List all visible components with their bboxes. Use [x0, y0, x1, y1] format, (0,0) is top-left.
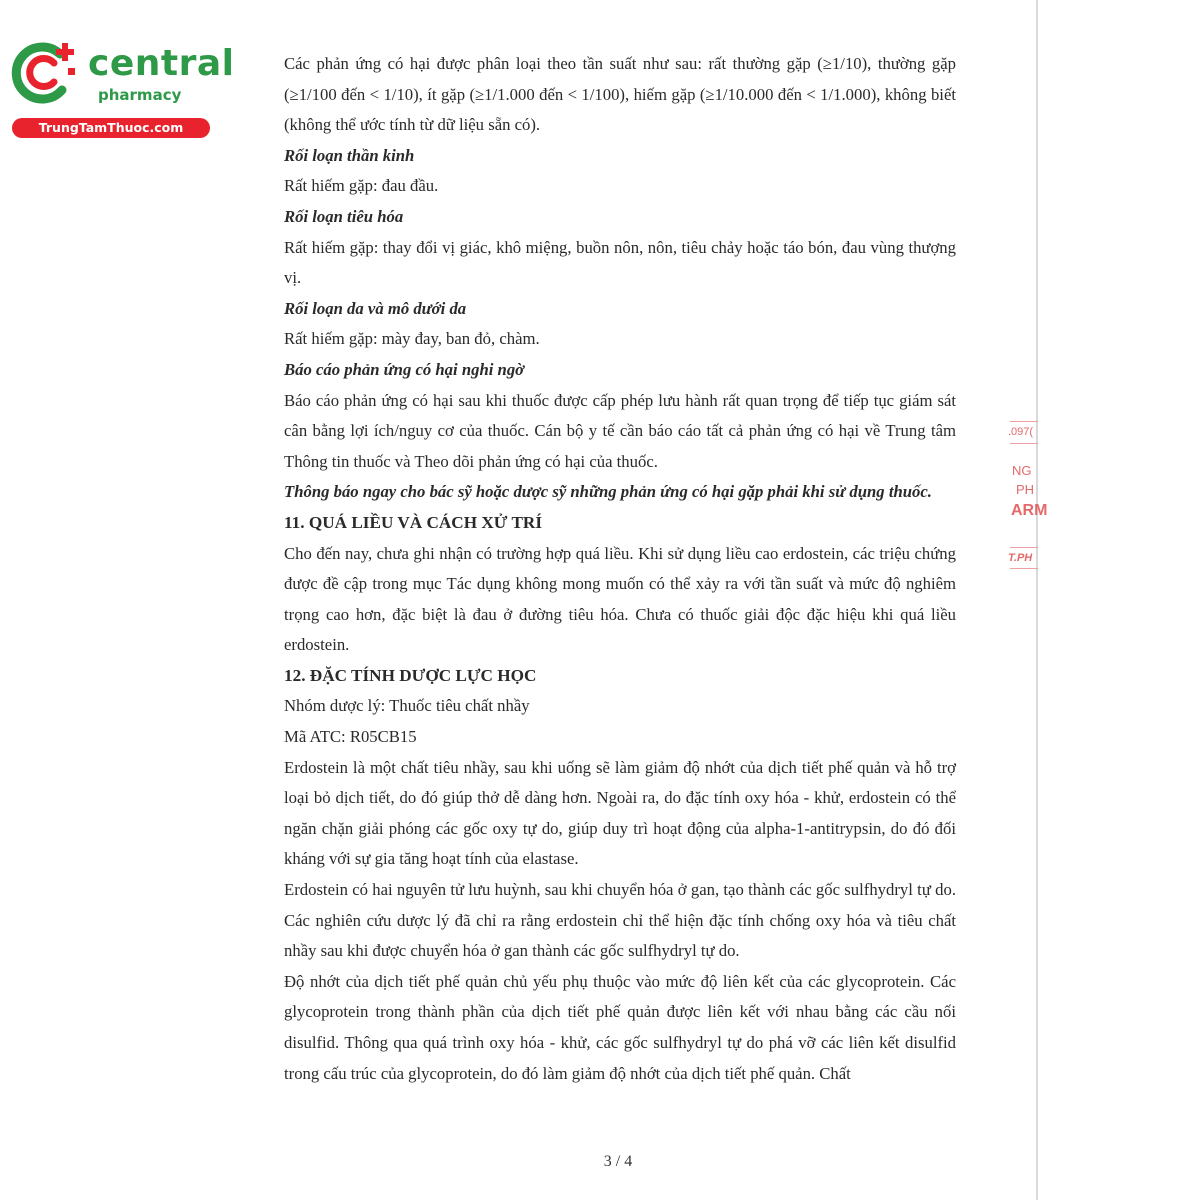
paragraph-atc-code: Mã ATC: R05CB15: [284, 727, 417, 747]
logo-sub-text: pharmacy: [98, 86, 182, 104]
paragraph-overdose: Cho đến nay, chưa ghi nhận có trường hợp quá liều. Khi sử dụng liều cao erdostein, các triệu chứng được đề cập trong mục Tác dụng không mong muốn có thể xảy ra với tần suất và mức độ nghiêm trọng cao hơn, đặc biệt là đau ở đường tiêu hóa. Chưa có thuốc giải độc đặc hiệu khi quá liều erdostein.: [284, 543, 956, 655]
logo-site-link[interactable]: TrungTamThuoc.com: [12, 118, 210, 138]
subheading-skin-disorders: Rối loạn da và mô dưới da: [284, 298, 467, 318]
paragraph-adverse-reporting: Báo cáo phản ứng có hại sau khi thuốc được cấp phép lưu hành rất quan trọng để tiếp tục giám sát cân bằng lợi ích/nguy cơ của thuốc. Cán bộ y tế cần báo cáo tất cả phản ứng có hại về Trung tâm Thông tin thuốc và Theo dõi phản ứng có hại của thuốc.: [284, 390, 956, 471]
stamp-fragment: .097(: [1008, 426, 1034, 438]
paragraph-viscosity-mechanism: Độ nhớt của dịch tiết phế quản chủ yếu phụ thuộc vào mức độ liên kết của các glycoprotein. Các glycoprotein trong thành phần của dịch tiết phế quản được liên kết với nhau bằng các cầu nối disulfid. Thông qua quá trình oxy hóa - khử, các gốc sulfhydryl tự do phá vỡ các liên kết disulfid trong cấu trúc của glycoprotein, do đó làm giảm độ nhớt của dịch tiết phế quản. Chất: [284, 971, 956, 1083]
subheading-adverse-reporting: Báo cáo phản ứng có hại nghi ngờ: [284, 359, 525, 379]
logo-brand-text: central: [88, 43, 235, 84]
paragraph-pharmacological-group: Nhóm dược lý: Thuốc tiêu chất nhầy: [284, 696, 530, 716]
document-body: [284, 49, 956, 1089]
paragraph-digestive-effects: Rất hiếm gặp: thay đổi vị giác, khô miệng, buồn nôn, nôn, tiêu chảy hoặc táo bón, đau vùng thượng vị.: [284, 237, 956, 288]
paragraph-skin-effects: Rất hiếm gặp: mày đay, ban đỏ, chàm.: [284, 329, 540, 349]
stamp-fragment: PH: [1016, 482, 1035, 497]
subheading-digestive-disorders: Rối loạn tiêu hóa: [284, 206, 404, 226]
stamp-border-top: [1010, 421, 1038, 422]
stamp-fragment: T.PH: [1008, 552, 1033, 564]
right-margin: [1038, 0, 1200, 1200]
central-pharmacy-logo[interactable]: [10, 38, 235, 138]
central-pharmacy-logo-icon: [10, 38, 80, 108]
section-heading-overdose: 11. QUÁ LIỀU VÀ CÁCH XỬ TRÍ: [284, 512, 543, 532]
stamp-border-bottom: [1010, 568, 1038, 569]
page-number: 3 / 4: [603, 1153, 633, 1170]
subheading-nervous-disorders: Rối loạn thần kinh: [284, 145, 415, 165]
stamp-fragment: NG: [1012, 463, 1032, 478]
stamp-fragment: ARM: [1011, 502, 1048, 519]
section-heading-pharmacodynamics: 12. ĐẶC TÍNH DƯỢC LỰC HỌC: [284, 665, 537, 685]
paragraph-erdostein-mucolytic: Erdostein là một chất tiêu nhầy, sau khi uống sẽ làm giảm độ nhớt của dịch tiết phế quản và hỗ trợ loại bỏ dịch tiết, do đó giúp thở dễ dàng hơn. Ngoài ra, do đặc tính oxy hóa - khử, erdostein có thể ngăn chặn giải phóng các gốc oxy tự do, giúp duy trì hoạt động của alpha-1-antitrypsin, do đó đối kháng với sự gia tăng hoạt tính của elastase.: [284, 757, 956, 869]
paragraph-nervous-effects: Rất hiếm gặp: đau đầu.: [284, 176, 439, 196]
stamp-border-mid: [1010, 443, 1038, 444]
paragraph-erdostein-metabolism: Erdostein có hai nguyên tử lưu huỳnh, sau khi chuyển hóa ở gan, tạo thành các gốc sulfhydryl tự do. Các nghiên cứu dược lý đã chỉ ra rằng erdostein chỉ thể hiện đặc tính chống oxy hóa và tiêu chất nhầy sau khi được chuyển hóa ở gan thành các gốc sulfhydryl tự do.: [284, 880, 956, 961]
stamp-border-low: [1010, 547, 1038, 548]
paragraph-frequency-classification: Các phản ứng có hại được phân loại theo tần suất như sau: rất thường gặp (≥1/10), thường gặp (≥1/100 đến < 1/10), ít gặp (≥1/1.000 đến < 1/100), hiếm gặp (≥1/10.000 đến < 1/1.000), không biết (không thể ước tính từ dữ liệu sẵn có).: [284, 54, 956, 135]
paragraph-notify-doctor: Thông báo ngay cho bác sỹ hoặc dược sỹ những phản ứng có hại gặp phải khi sử dụng thuốc.: [284, 482, 932, 502]
